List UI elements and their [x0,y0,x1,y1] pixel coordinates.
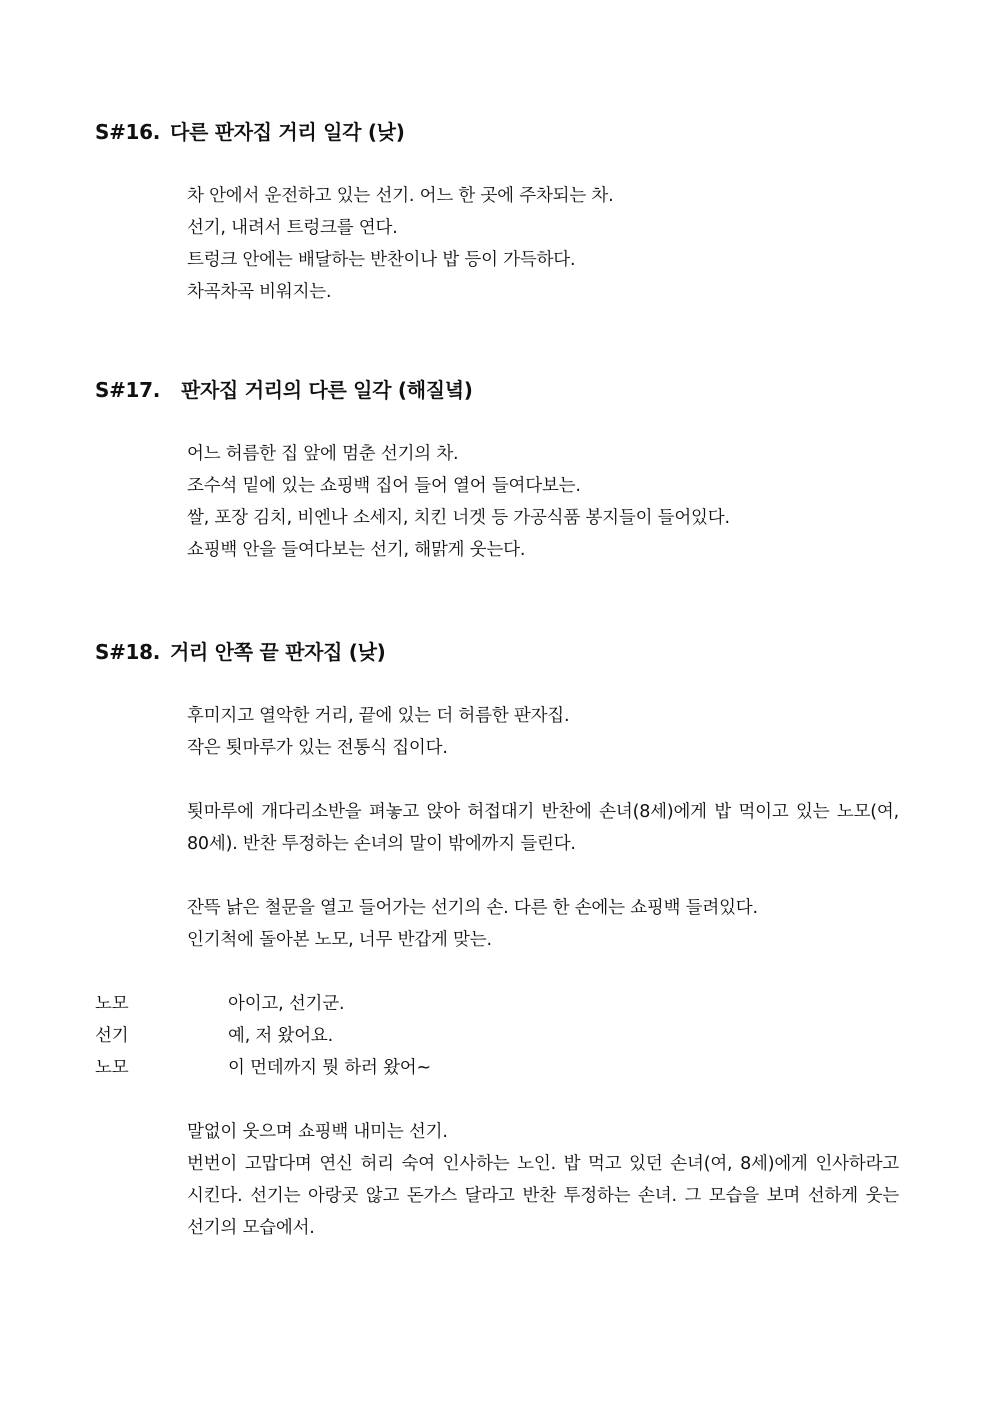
scene-heading [95,374,915,403]
scene-number: S#17. [95,378,161,402]
scene-16 [95,116,915,308]
dialogue-line [95,988,915,1020]
scene-18 [95,636,915,1244]
action-line: 쇼핑백 안을 들여다보는 선기, 해맑게 웃는다. [187,540,526,560]
dialogue-text: 아이고, 선기군. [228,994,345,1014]
scene-title: 다른 판자집 거리 일각 (낮) [170,120,405,144]
dialogue-line [95,1052,915,1084]
action-line: 후미지고 열악한 거리, 끝에 있는 더 허름한 판자집. [187,706,570,726]
scene-number: S#18. [95,640,161,664]
scene-number: S#16. [95,120,161,144]
dialogue-block [95,988,915,1084]
action-line: 인기척에 돌아본 노모, 너무 반갑게 맞는. [187,930,492,950]
dialogue-text: 이 먼데까지 뭣 하러 왔어~ [228,1058,431,1078]
blank-line [187,764,899,796]
action-paragraph: 툇마루에 개다리소반을 펴놓고 앉아 허접대기 반찬에 손녀(8세)에게 밥 먹이고 있는 노모(여, 80세). 반찬 투정하는 손녀의 말이 밖에까지 들린다. [187,802,899,854]
scene-heading [95,636,915,665]
blank-line [95,956,915,988]
dialogue-line [95,1020,915,1052]
scene-action [187,180,899,308]
scene-title: 거리 안쪽 끝 판자집 (낮) [170,640,386,664]
action-line: 작은 툇마루가 있는 전통식 집이다. [187,738,448,758]
action-line: 조수석 밑에 있는 쇼핑백 집어 들어 열어 들여다보는. [187,476,581,496]
speaker-name: 선기 [95,1026,129,1046]
blank-line [187,860,899,892]
dialogue-text: 예, 저 왔어요. [228,1026,333,1046]
scene-17 [95,374,915,566]
action-line: 선기, 내려서 트렁크를 연다. [187,218,398,238]
action-line: 잔뜩 낡은 철문을 열고 들어가는 선기의 손. 다른 한 손에는 쇼핑백 들려있다. [187,898,758,918]
scene-action [187,438,899,566]
scene-action [187,700,899,956]
speaker-name: 노모 [95,1058,129,1078]
scene-heading [95,116,915,145]
action-line: 쌀, 포장 김치, 비엔나 소세지, 치킨 너겟 등 가공식품 봉지들이 들어있다. [187,508,730,528]
action-line: 차곡차곡 비워지는. [187,282,332,302]
scene-title: 판자집 거리의 다른 일각 (해질녘) [181,378,473,402]
scene-action [187,1116,899,1244]
action-paragraph: 번번이 고맙다며 연신 허리 숙여 인사하는 노인. 밥 먹고 있던 손녀(여, 8세)에게 인사하라고 시킨다. 선기는 아랑곳 않고 돈가스 달라고 반찬 투정하는 손녀. 그 모습을 보며 선하게 웃는 선기의 모습에서. [187,1154,899,1238]
action-line: 차 안에서 운전하고 있는 선기. 어느 한 곳에 주차되는 차. [187,186,614,206]
speaker-name: 노모 [95,994,129,1014]
action-line: 말없이 웃으며 쇼핑백 내미는 선기. [187,1122,448,1142]
action-line: 트렁크 안에는 배달하는 반찬이나 밥 등이 가득하다. [187,250,576,270]
action-line: 어느 허름한 집 앞에 멈춘 선기의 차. [187,444,459,464]
